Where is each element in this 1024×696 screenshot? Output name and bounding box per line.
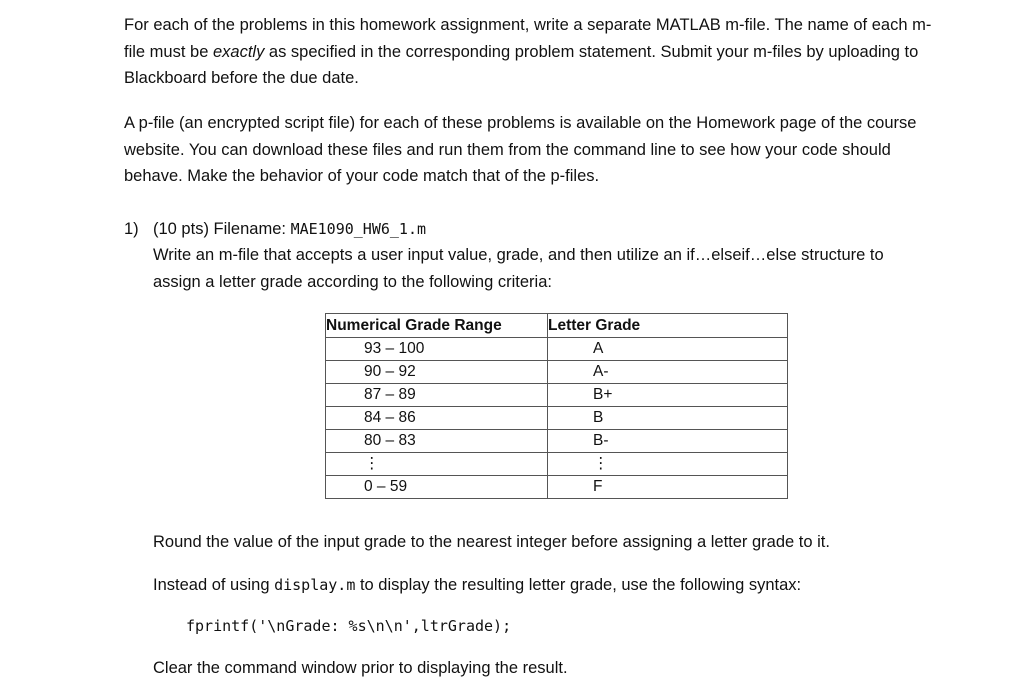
range-cell: 93 – 100 — [326, 338, 548, 361]
display-m-code: display.m — [274, 576, 356, 594]
display-instruction — [153, 573, 801, 597]
letter-cell: A — [548, 338, 788, 361]
table-row — [326, 407, 788, 430]
range-cell: 87 – 89 — [326, 384, 548, 407]
intro-paragraph-2: A p-file (an encrypted script file) for each of these problems is available on the Homework page of the course website. You can download these files and run them from the command line to see how your code should behave. Make the behavior of your code match that of the p-files. — [124, 114, 917, 185]
table-row — [326, 384, 788, 407]
problem-filename: MAE1090_HW6_1.m — [290, 220, 427, 238]
table-row — [326, 361, 788, 384]
display-instruction-start: Instead of using — [153, 576, 275, 594]
intro-p1-end: as specified in the corresponding problem statement. Submit your m-files by uploading to Blackboard before the due date. — [124, 42, 919, 87]
header-letter-grade: Letter Grade — [548, 314, 788, 338]
grade-table-header — [326, 314, 788, 338]
letter-cell: ⋮ — [548, 453, 788, 476]
intro-paragraph-1 — [124, 12, 934, 92]
range-cell: ⋮ — [326, 453, 548, 476]
round-instruction: Round the value of the input grade to the nearest integer before assigning a letter grade to it. — [153, 533, 830, 551]
range-cell: 0 – 59 — [326, 476, 548, 499]
clear-instruction: Clear the command window prior to displaying the result. — [153, 659, 568, 677]
range-cell: 90 – 92 — [326, 361, 548, 384]
range-cell: 80 – 83 — [326, 430, 548, 453]
header-numerical-range: Numerical Grade Range — [326, 314, 548, 338]
letter-cell: B- — [548, 430, 788, 453]
intro-p1-emphasis: exactly — [212, 42, 265, 61]
table-row — [326, 476, 788, 499]
display-instruction-end: to display the resulting letter grade, use the following syntax: — [355, 576, 802, 594]
table-row — [326, 453, 788, 476]
letter-cell: A- — [548, 361, 788, 384]
table-row — [326, 338, 788, 361]
fprintf-code-line: fprintf('\nGrade: %s\n\n',ltrGrade); — [186, 617, 512, 635]
table-row — [326, 430, 788, 453]
range-cell: 84 – 86 — [326, 407, 548, 430]
problem-description: Write an m-file that accepts a user input value, grade, and then utilize an if…elseif…else structure to assign a letter grade according to the following criteria: — [153, 246, 884, 291]
problem-heading-label: (10 pts) Filename: — [153, 220, 291, 238]
letter-cell: B+ — [548, 384, 788, 407]
problem-heading — [153, 216, 426, 242]
intro-p1-start: For each of the problems in this homework assignment, write a separate MATLAB m-file. The name of each m-file must be — [124, 16, 932, 61]
letter-cell: B — [548, 407, 788, 430]
letter-cell: F — [548, 476, 788, 499]
problem-number: 1) — [124, 220, 139, 238]
grade-table — [325, 313, 788, 499]
